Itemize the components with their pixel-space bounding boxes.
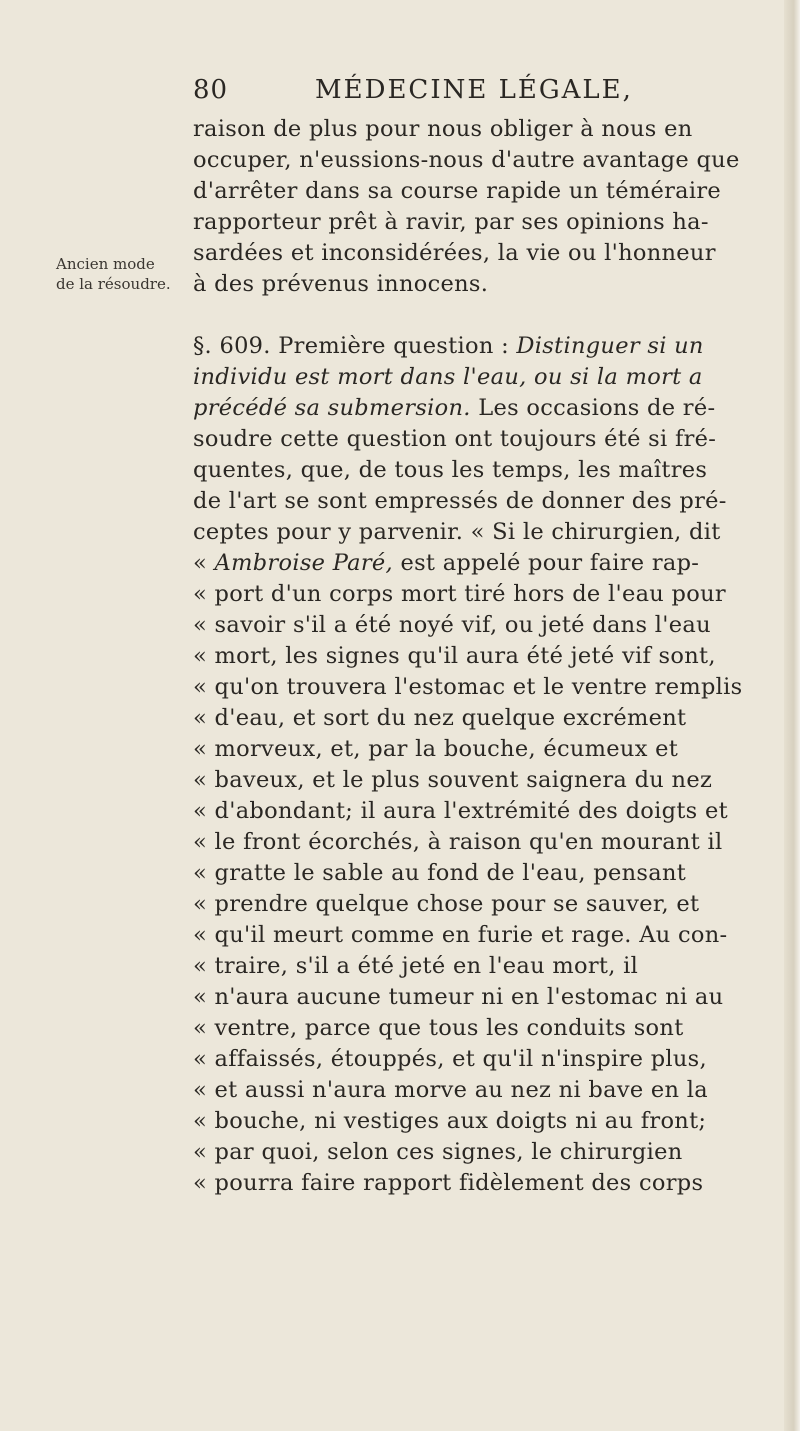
quote-line: « d'eau, et sort du nez quelque excrément xyxy=(193,705,687,731)
question-text: précédé sa submersion. xyxy=(193,395,471,421)
quote-line: « gratte le sable au fond de l'eau, pensant xyxy=(193,860,687,886)
text-line: raison de plus pour nous obliger à nous en xyxy=(193,116,693,142)
running-title: MÉDECINE LÉGALE, xyxy=(315,75,633,105)
text-line: de l'art se sont empressés de donner des pré- xyxy=(193,488,727,514)
quote-line: « prendre quelque chose pour se sauver, et xyxy=(193,891,700,917)
text-line xyxy=(193,548,773,579)
section-heading-line xyxy=(193,331,773,362)
quote-line: « affaissés, étouppés, et qu'il n'inspire plus, xyxy=(193,1046,707,1072)
body-text xyxy=(193,114,773,1199)
quote-line: « pourra faire rapport fidèlement des corps xyxy=(193,1170,704,1196)
text-line: quentes, que, de tous les temps, les maîtres xyxy=(193,457,708,483)
quote-line: « d'abondant; il aura l'extrémité des doigts et xyxy=(193,798,728,824)
text-line xyxy=(193,393,773,424)
quote-line: « ventre, parce que tous les conduits sont xyxy=(193,1015,684,1041)
text-line: d'arrêter dans sa course rapide un téméraire xyxy=(193,178,722,204)
quote-line: « traire, s'il a été jeté en l'eau mort, il xyxy=(193,953,639,979)
section-number: §. 609. xyxy=(193,333,271,359)
quote-line: « baveux, et le plus souvent saignera du nez xyxy=(193,767,713,793)
quote-mark: « xyxy=(193,550,215,576)
text-line: soudre cette question ont toujours été si fré- xyxy=(193,426,717,452)
quote-line: « savoir s'il a été noyé vif, ou jeté dans l'eau xyxy=(193,612,711,638)
section-label: Première question : xyxy=(278,333,509,359)
text-line xyxy=(193,362,773,393)
page-header xyxy=(193,75,653,111)
text-line: ceptes pour y parvenir. « Si le chirurgien, dit xyxy=(193,519,721,545)
text-fragment: est appelé pour faire rap- xyxy=(393,550,700,576)
text-line: occuper, n'eussions-nous d'autre avantage que xyxy=(193,147,740,173)
text-line: à des prévenus innocens. xyxy=(193,271,489,297)
quote-line: « n'aura aucune tumeur ni en l'estomac ni au xyxy=(193,984,724,1010)
quote-line: « qu'il meurt comme en furie et rage. Au con- xyxy=(193,922,728,948)
question-text: individu est mort dans l'eau, xyxy=(193,364,527,390)
question-text: ou si la mort a xyxy=(534,364,703,390)
text-fragment: Les occasions de ré- xyxy=(478,395,716,421)
quote-line: « port d'un corps mort tiré hors de l'eau pour xyxy=(193,581,726,607)
quote-line: « mort, les signes qu'il aura été jeté vif sont, xyxy=(193,643,716,669)
quote-line: « par quoi, selon ces signes, le chirurgien xyxy=(193,1139,683,1165)
quote-line: « bouche, ni vestiges aux doigts ni au front; xyxy=(193,1108,707,1134)
text-line: rapporteur prêt à ravir, par ses opinions ha- xyxy=(193,209,709,235)
quote-line: « le front écorchés, à raison qu'en mourant il xyxy=(193,829,723,855)
page-edge xyxy=(784,0,800,1431)
quote-line: « et aussi n'aura morve au nez ni bave en la xyxy=(193,1077,708,1103)
margin-note xyxy=(56,254,176,294)
text-line: sardées et inconsidérées, la vie ou l'honneur xyxy=(193,240,716,266)
margin-note-line: Ancien mode xyxy=(56,255,155,273)
quote-line: « morveux, et, par la bouche, écumeux et xyxy=(193,736,679,762)
margin-note-line: de la résoudre. xyxy=(56,275,171,293)
question-text: Distinguer si un xyxy=(516,333,704,359)
paragraph-gap xyxy=(193,300,773,331)
author-name: Ambroise Paré, xyxy=(214,550,393,576)
page-number: 80 xyxy=(193,75,229,105)
quote-line: « qu'on trouvera l'estomac et le ventre remplis xyxy=(193,674,743,700)
